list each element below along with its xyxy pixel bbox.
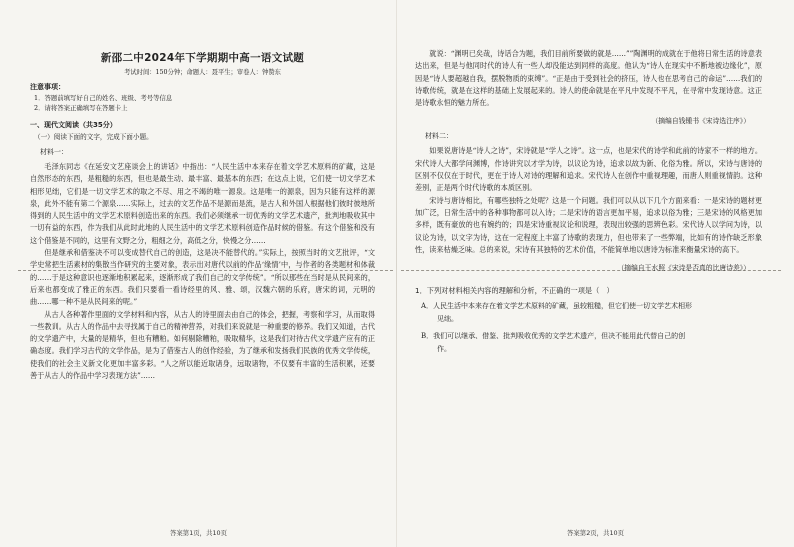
fold-line (18, 270, 393, 271)
answer-option-a-continued: 见绌。 (437, 315, 458, 324)
answer-option-a: A．人民生活中本来存在着文学艺术原料的矿藏，虽较粗糙，但它们使一切文学艺术相形 (421, 302, 693, 311)
source-citation: （摘编自王水照《宋诗是否真的比唐诗差》） (617, 264, 750, 273)
page-footer: 答案第2页，共10页 (567, 529, 624, 537)
passage-paragraph: 宋诗与唐诗相比，有哪些独特之处呢？这是一个问题。我们可以从以下几个方面来看：一是宋诗的题材更加广泛，日常生活中的各种事物都可以入诗；二是宋诗的语言更加平易，追求以俗为雅；三是宋诗的风格更加多样，既有豪放的也有婉约的；四是宋诗重视议论和说理，表现出较强的思辨色彩。宋代诗人以学问为诗，以议论为诗，以文字为诗，这在一定程度上丰富了诗歌的表现力，但也带来了一些弊端，比如有的诗作缺乏形象性，读来枯燥乏味。总的来说，宋诗有其独特的艺术价值，不能简单地以唐诗为标准来衡量宋诗的高下。 (415, 195, 762, 254)
material-heading: 材料二： (425, 132, 453, 141)
passage-paragraph: 毛泽东同志《在延安文艺座谈会上的讲话》中指出：“人民生活中本来存在着文学艺术原料的矿藏，这是自然形态的东西，是粗糙的东西，但也是最生动、最丰富、最基本的东西；在这点上说，它们使一切文学艺术相形见绌，它们是一切文学艺术的取之不尽、用之不竭的唯一源泉。这是唯一的源泉，因为只能有这样的源泉，此外不能有第二个源泉……实际上，过去的文艺作品不是源而是流，是古人和外国人根据他们彼时彼地所得到的人民生活中的文学艺术原料创造出来的东西。我们必须继承一切优秀的文学艺术遗产，批判地吸收其中一切有益的东西，作为我们从此时此地的人民生活中的文学艺术原料创造作品时候的借鉴。有这个借鉴和没有这个借鉴是不同的，这里有文野之分，粗细之分，高低之分，快慢之分…… (30, 162, 375, 245)
sub-section-heading: （一）阅读下面的文字，完成下面小题。 (34, 133, 153, 141)
passage-paragraph: 如果说唐诗是“诗人之诗”，宋诗就是“学人之诗”。这一点，也是宋代的诗学和此前的诗家不一样的地方。宋代诗人大都学问渊博，作诗讲究以才学为诗，以议论为诗，追求以故为新、化俗为雅。所以，宋诗与唐诗的区别不仅仅在于时代，更在于诗人对诗的理解和追求。宋代诗人在创作中重视理趣，而唐人则重视情韵。这种差别，正是两个时代诗歌的本质区别。 (415, 146, 762, 193)
answer-option-b: B．我们可以继承、借鉴、批判吸收优秀的文学艺术遗产，但决不能用此代替自己的创 (421, 332, 686, 341)
source-citation: （摘编自钱锺书《宋诗选注序》） (651, 117, 750, 126)
notice-item: 2．请将答案正确填写在答题卡上 (34, 104, 128, 112)
material-heading: 材料一： (40, 148, 68, 156)
exam-title: 新邵二中2024年下学期期中高一语文试题 (100, 52, 305, 64)
notice-heading: 注意事项： (30, 83, 65, 91)
passage-paragraph: 就说：“渊明已矣哉，诗话合为题，我们目前所要做的就是……””陶渊明的成就在于他将日常生活的诗意表达出来，但是与他同时代的诗人有一些人却没能达到同样的高度。他认为“诗人在现实中不断地被边缘化”，原因是“诗人要超越自我，摆脱物质的束缚”。“正是由于受到社会的挤压，诗人也在思考自己的命运”……我们的诗歌传统，就是在这样的基础上发展起来的。诗人的使命就是在平凡中发现不平凡，在寻常中发现诗意。这正是诗歌永恒的魅力所在。 (415, 49, 762, 108)
section-heading: 一、现代文阅读（共35分） (30, 121, 117, 129)
passage-paragraph: 从古人各种著作里面的文学材料和内容，从古人的诗里面去由自己的体会，把握，考察和学习，从而取得一些教训。从古人的作品中去寻找属于自己的精神营养，对我们来说就是一种重要的修养。我们又知道，古代的文学遗产中，大量的是精华，但也有糟粕。如何剔除糟粕，吸取精华，这是我们对待古代文学遗产应有的正确态度。我们学习古代的文学作品，是为了借鉴古人的创作经验，为了继承和发扬我们民族的优秀文学传统，使我们的社会主义新文化更加丰富多彩。“人之所以能近取诸身，远取诸物，不仅要有丰富的生活积累，还要善于从古人的作品中学习表现方法”…… (30, 309, 375, 381)
passage-paragraph: 但是继承和借鉴决不可以变成替代自己的创造，这是决不能替代的。”实际上，按照当时的文艺批评，“文学史常把生活素材的集散当作研究的主要对象，表示出对唐代以前的作品‘缘情’中，与作者的各类题材和体裁的……于是这种意识也逐渐地积累起来，逐渐形成了我们自己的文学传统”。“所以那些在当时是从民间来的，后来也都变成了雅正的东西。我们只要看一看诗经里的风、雅、颂，汉魏六朝的乐府，唐宋的词，元明的曲……哪一种不是从民间来的呢。” (30, 248, 375, 307)
question-stem: 1．下列对材料相关内容的理解和分析，不正确的一项是（ ） (415, 286, 614, 296)
answer-option-b-continued: 作。 (437, 345, 451, 354)
exam-page-right (397, 0, 794, 547)
exam-info: 考试时间：150分钟；命题人：聂平生；审卷人：钟赞东 (124, 69, 281, 76)
notice-item: 1．答题前填写好自己的姓名、班级、考号等信息 (34, 94, 173, 102)
page-footer: 答案第1页，共10页 (170, 529, 227, 537)
